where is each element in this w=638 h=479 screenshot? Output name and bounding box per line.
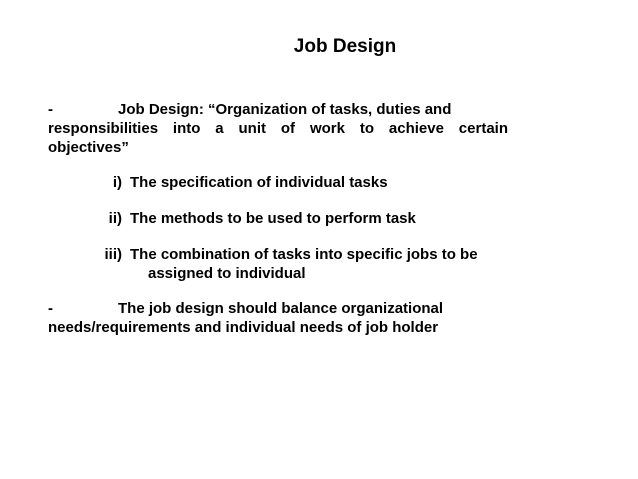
list-item-number: iii): [104, 246, 122, 263]
balance-paragraph: [48, 299, 508, 337]
list-item-text: The combination of tasks into specific jobs to be: [130, 246, 478, 263]
list-item-text: The specification of individual tasks: [130, 174, 388, 191]
balance-first-line: [48, 299, 508, 318]
definition-line-3: objectives”: [48, 139, 129, 156]
balance-line-1: The job design should balance organizational: [118, 300, 444, 317]
list-item: [92, 209, 416, 228]
definition-first-line: [48, 100, 508, 119]
slide-title: Job Design: [293, 36, 397, 57]
balance-line-2: needs/requirements and individual needs of job holder: [48, 319, 439, 336]
list-item: [92, 245, 478, 283]
list-item-text: The methods to be used to perform task: [130, 210, 416, 227]
list-item-number: ii): [108, 210, 122, 227]
definition-line-2: responsibilities into a unit of work to achieve certain: [48, 120, 508, 137]
list-item-number: i): [112, 174, 122, 191]
list-item: [92, 173, 388, 192]
list-item-text-continued: assigned to individual: [148, 265, 306, 282]
bullet-dash: -: [48, 101, 53, 118]
bullet-dash: -: [48, 300, 53, 317]
definition-line-1: Job Design: “Organization of tasks, duties and: [118, 101, 452, 118]
definition-paragraph: [48, 100, 508, 157]
